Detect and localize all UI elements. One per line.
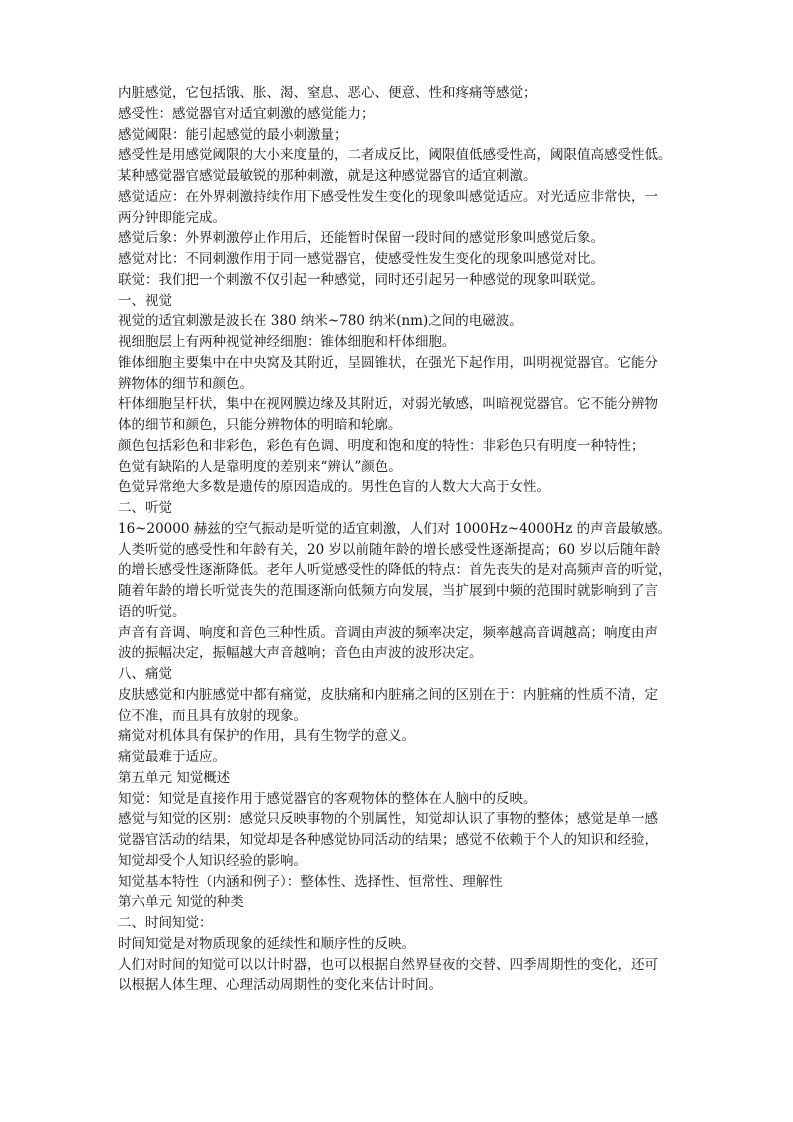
text-line: 色觉有缺陷的人是靠明度的差别来“辨认”颜色。 (118, 458, 402, 475)
text-line: 某种感觉器官感觉最敏锐的那种刺激，就是这种感觉器官的适宜刺激。 (118, 168, 537, 184)
paragraph-color-deficiency (118, 457, 718, 478)
unit-heading-6 (118, 892, 718, 913)
paragraph-contrast (118, 249, 718, 270)
unit-heading-5 (118, 768, 718, 789)
text-line: 知觉基本特性（内涵和例子）：整体性、选择性、恒常性、理解性 (118, 873, 503, 890)
text-line: 两分钟即能完成。 (118, 209, 226, 226)
paragraph-synesthesia (118, 270, 718, 291)
text-line: 杆体细胞呈杆状，集中在视网膜边缘及其附近，对弱光敏感，叫暗视觉器官。它不能分辨物 (118, 396, 658, 413)
paragraph-time-definition (118, 934, 718, 955)
paragraph-pain-types (118, 685, 718, 727)
text-line: 感觉阈限：能引起感觉的最小刺激量； (118, 126, 348, 143)
paragraph-hearing-stimulus (118, 519, 718, 540)
text-line: 知觉却受个人知识经验的影响。 (118, 852, 307, 869)
text-line: 感受性：感觉器官对适宜刺激的感觉能力； (118, 105, 375, 122)
text-line: 色觉异常绝大多数是遗传的原因造成的。男性色盲的人数大大高于女性。 (118, 479, 550, 496)
text-line: 人类听觉的感受性和年龄有关，20 岁以前随年龄的增长感受性逐渐提高；60 岁以后随年龄 (118, 541, 661, 558)
paragraph-sensation-vs-perception (118, 809, 718, 871)
text-line: 痛觉最难于适应。 (118, 749, 226, 765)
text-line: 知觉：知觉是直接作用于感觉器官的客观物体的整体在人脑中的反映。 (118, 790, 537, 807)
text-line: 感觉适应：在外界刺激持续作用下感受性发生变化的现象叫感觉适应。对光适应非常快，一 (118, 188, 658, 205)
heading-line: 第五单元 知觉概述 (118, 769, 231, 786)
text-line: 皮肤感觉和内脏感觉中都有痛觉，皮肤痛和内脏痛之间的区别在于：内脏痛的性质不清，定 (118, 686, 658, 703)
section-heading-pain (118, 664, 718, 685)
paragraph-pain-protection (118, 726, 718, 747)
text-line: 人们对时间的知觉可以以计时器，也可以根据自然界昼夜的交替、四季周期性的变化，还可 (118, 956, 658, 973)
paragraph-threshold (118, 125, 718, 146)
text-line: 觉器官活动的结果，知觉却是各种感觉协同活动的结果；感觉不依赖于个人的知识和经验， (118, 832, 658, 848)
text-line: 位不准，而且具有放射的现象。 (118, 707, 307, 724)
paragraph-cone-cells (118, 353, 718, 395)
paragraph-visual-cells (118, 332, 718, 353)
paragraph-adequate-stimulus (118, 166, 718, 187)
text-line: 感觉对比：不同刺激作用于同一感觉器官，使感受性发生变化的现象叫感觉对比。 (118, 251, 604, 267)
paragraph-sensitivity (118, 104, 718, 125)
text-line: 声音有音调、响度和音色三种性质。音调由声波的频率决定，频率越高音调越高；响度由声 (118, 624, 658, 641)
text-line: 联觉：我们把一个刺激不仅引起一种感觉，同时还引起另一种感觉的现象叫联觉。 (118, 271, 604, 288)
text-line: 辨物体的细节和颜色。 (118, 375, 253, 392)
text-line: 感觉后象：外界刺激停止作用后，还能暂时保留一段时间的感觉形象叫感觉后象。 (118, 230, 604, 247)
section-heading-hearing (118, 498, 718, 519)
paragraph-threshold-measure (118, 145, 718, 166)
text-line: 颜色包括彩色和非彩色，彩色有色调、明度和饱和度的特性：非彩色只有明度一种特性； (118, 437, 645, 454)
text-line: 16~20000 赫兹的空气振动是听觉的适宜刺激，人们对 1000Hz~4000Hz 的声音最敏感。 (118, 520, 672, 537)
paragraph-sound-properties (118, 623, 718, 665)
text-line: 感觉与知觉的区别：感觉只反映事物的个别属性，知觉却认识了事物的整体；感觉是单一感 (118, 811, 658, 828)
paragraph-hearing-age (118, 540, 718, 623)
document-page (118, 83, 718, 996)
paragraph-color-blindness (118, 477, 718, 498)
paragraph-perception-definition (118, 789, 718, 810)
heading-line: 二、听觉 (118, 500, 172, 516)
text-line: 时间知觉是对物质现象的延续性和顺序性的反映。 (118, 935, 415, 952)
text-line: 随着年龄的增长听觉丧失的范围逐渐向低频方向发展，当扩展到中频的范围时就影响到了言 (118, 583, 658, 599)
section-heading-time-perception (118, 913, 718, 934)
paragraph-rod-cells (118, 394, 718, 436)
paragraph-visceral-sensation (118, 83, 718, 104)
paragraph-color (118, 436, 718, 457)
text-line: 视觉的适宜刺激是波长在 380 纳米~780 纳米(nm)之间的电磁波。 (118, 313, 523, 330)
paragraph-perception-traits (118, 872, 718, 893)
heading-line: 八、痛觉 (118, 666, 172, 682)
paragraph-vision-stimulus (118, 311, 718, 332)
text-line: 语的听觉。 (118, 603, 186, 620)
text-line: 锥体细胞主要集中在中央窝及其附近，呈圆锥状，在强光下起作用，叫明视觉器官。它能分 (118, 354, 658, 371)
text-line: 痛觉对机体具有保护的作用，具有生物学的意义。 (118, 728, 415, 745)
heading-line: 二、时间知觉： (118, 915, 213, 931)
text-line: 以根据人体生理、心理活动周期性的变化来估计时间。 (118, 977, 442, 994)
text-line: 视细胞层上有两种视觉神经细胞：锥体细胞和杆体细胞。 (118, 334, 456, 350)
paragraph-adaptation (118, 187, 718, 229)
heading-line: 第六单元 知觉的种类 (118, 894, 244, 911)
text-line: 波的振幅决定，振幅越大声音越响；音色由声波的波形决定。 (118, 645, 483, 662)
text-line: 内脏感觉，它包括饿、胀、渴、窒息、恶心、便意、性和疼痛等感觉； (118, 85, 537, 101)
paragraph-time-estimation (118, 955, 718, 997)
text-line: 体的细节和颜色，只能分辨物体的明暗和轮廓。 (118, 417, 402, 433)
paragraph-afterimage (118, 228, 718, 249)
paragraph-pain-adaptation (118, 747, 718, 768)
text-line: 感受性是用感觉阈限的大小来度量的，二者成反比，阈限值低感受性高，阈限值高感受性低。 (118, 147, 672, 164)
heading-line: 一、视觉 (118, 292, 172, 309)
section-heading-vision (118, 291, 718, 312)
text-line: 的增长感受性逐渐降低。老年人听觉感受性的降低的特点：首先丧失的是对高频声音的听觉， (118, 562, 672, 579)
